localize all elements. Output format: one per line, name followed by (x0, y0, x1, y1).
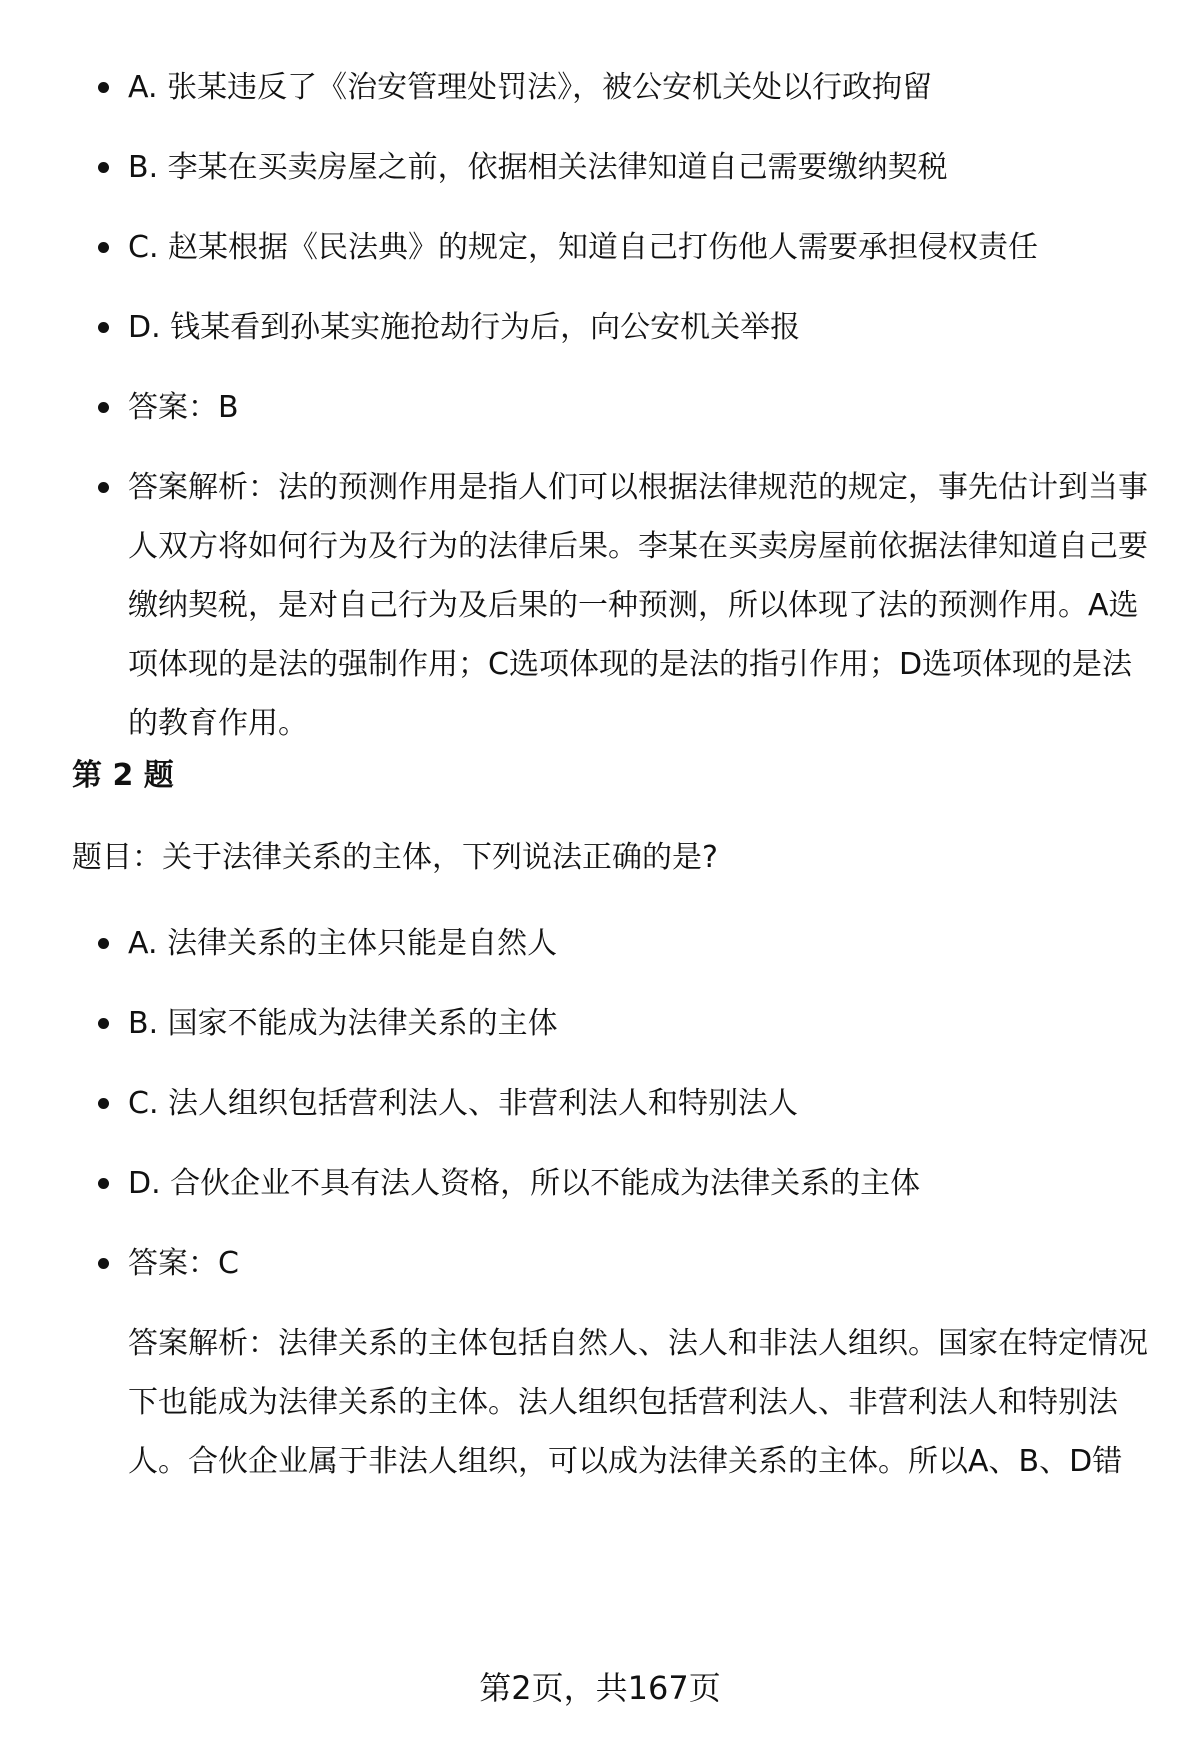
q1-option-b-text: B. 李某在买卖房屋之前，依据相关法律知道自己需要缴纳契税 (128, 150, 948, 185)
q1-analysis (128, 458, 1158, 753)
q2-option-c (128, 1074, 1158, 1133)
bullet-icon (98, 402, 109, 413)
q1-option-c (128, 218, 1158, 277)
q2-answer-text: 答案：C (128, 1246, 239, 1281)
bullet-icon (98, 242, 109, 253)
q1-option-c-text: C. 赵某根据《民法典》的规定，知道自己打伤他人需要承担侵权责任 (128, 230, 1039, 265)
q2-option-b (128, 994, 1158, 1053)
q1-option-a (128, 58, 1158, 117)
bullet-icon (98, 938, 109, 949)
bullet-icon (98, 322, 109, 333)
page-number-label: 第2页，共167页 (479, 1669, 721, 1707)
q2-option-c-text: C. 法人组织包括营利法人、非营利法人和特别法人 (128, 1086, 799, 1121)
q1-answer-text: 答案：B (128, 390, 239, 425)
q1-option-b (128, 138, 1158, 197)
q1-option-a-text: A. 张某违反了《治安管理处罚法》，被公安机关处以行政拘留 (128, 70, 933, 105)
bullet-icon (98, 1258, 109, 1269)
page-footer (0, 1668, 1200, 1708)
bullet-icon (98, 482, 109, 493)
q2-analysis (128, 1314, 1158, 1496)
bullet-icon (98, 162, 109, 173)
q2-answer (128, 1234, 1158, 1293)
bullet-icon (98, 1018, 109, 1029)
q1-option-d (128, 298, 1158, 357)
q2-option-d (128, 1154, 1158, 1213)
q2-heading: 第 2 题 (72, 758, 174, 793)
q2-option-a (128, 914, 1158, 973)
bullet-icon (98, 1098, 109, 1109)
bullet-icon (98, 82, 109, 93)
bullet-icon (98, 1178, 109, 1189)
q1-analysis-text: 答案解析：法的预测作用是指人们可以根据法律规范的规定，事先估计到当事人双方将如何行为及行为的法律后果。李某在买卖房屋前依据法律知道自己要缴纳契税，是对自己行为及后果的一种预测，所以体现了法的预测作用。A选项体现的是法的强制作用；C选项体现的是法的指引作用；D选项体现的是法的教育作用。 (128, 470, 1148, 741)
q2-option-b-text: B. 国家不能成为法律关系的主体 (128, 1006, 558, 1041)
q1-option-d-text: D. 钱某看到孙某实施抢劫行为后，向公安机关举报 (128, 310, 801, 345)
q2-option-d-text: D. 合伙企业不具有法人资格，所以不能成为法律关系的主体 (128, 1166, 921, 1201)
q2-option-a-text: A. 法律关系的主体只能是自然人 (128, 926, 558, 961)
q2-analysis-text: 答案解析：法律关系的主体包括自然人、法人和非法人组织。国家在特定情况下也能成为法律关系的主体。法人组织包括营利法人、非营利法人和特别法人。合伙企业属于非法人组织，可以成为法律关系的主体。所以A、B、D错 (128, 1326, 1148, 1479)
q2-question: 题目：关于法律关系的主体，下列说法正确的是? (72, 840, 718, 875)
q1-answer (128, 378, 1158, 437)
